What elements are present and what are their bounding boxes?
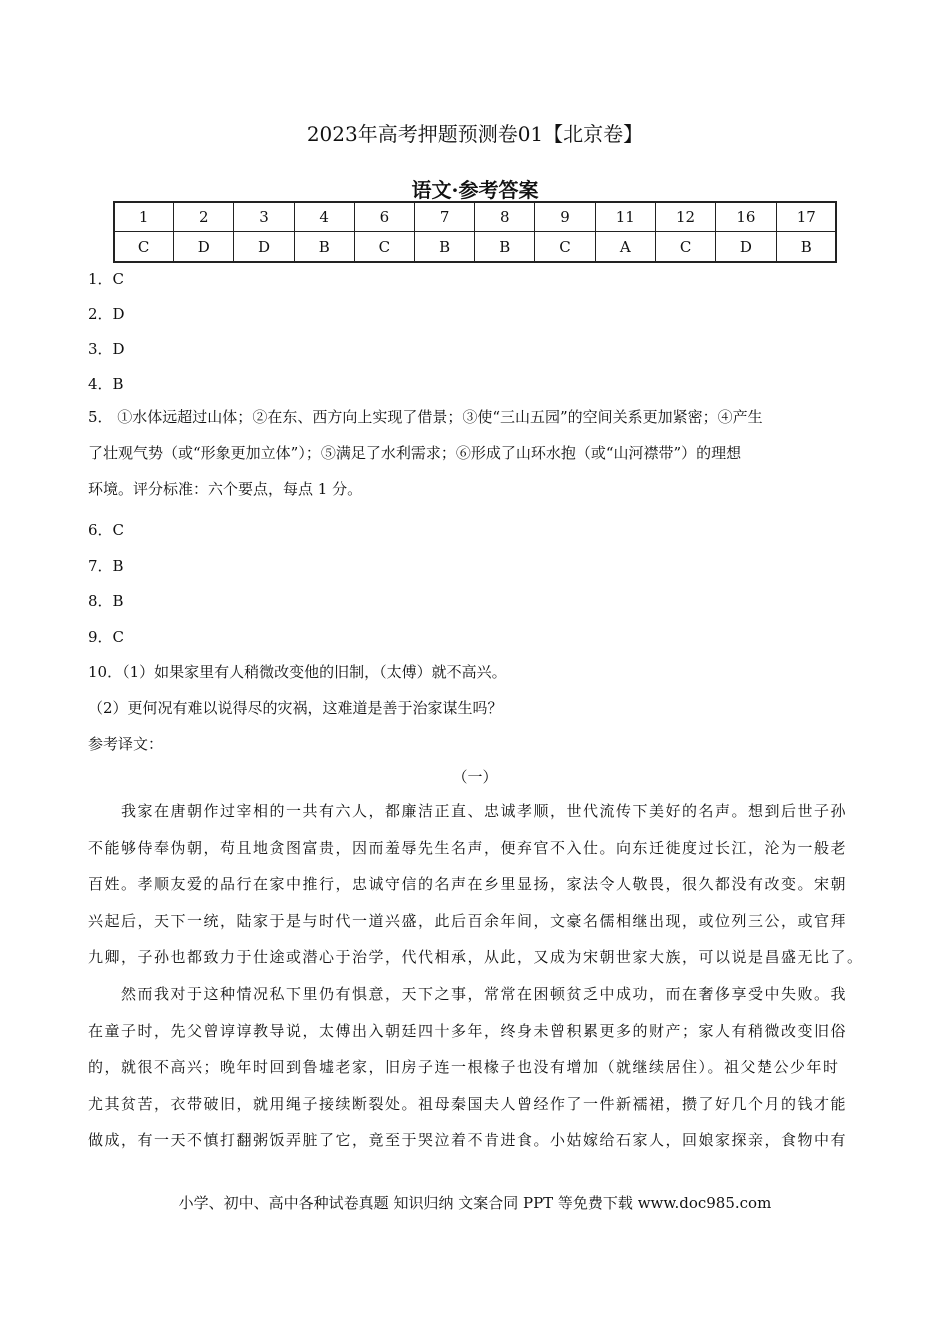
table-cell: 11 — [595, 202, 655, 232]
table-cell: D — [174, 232, 234, 262]
table-cell: B — [294, 232, 354, 262]
table-cell: 17 — [776, 202, 836, 232]
answer-5-line: 5． ①水体远超过山体；②在东、西方向上实现了借景；③使“三山五园”的空间关系更加紧密；④产生 — [88, 408, 763, 426]
answer-7: 7．B — [88, 557, 124, 575]
translation-line: 兴起后，天下一统，陆家于是与时代一道兴盛，此后百余年间，文豪名儒相继出现，或位列三公，或官拜 — [88, 911, 848, 930]
table-cell: D — [716, 232, 776, 262]
translation-heading: （一） — [452, 768, 498, 786]
table-cell: C — [535, 232, 595, 262]
table-cell: C — [354, 232, 414, 262]
table-cell: 2 — [174, 202, 234, 232]
reference-translation-label: 参考译文： — [88, 735, 164, 753]
answer-1: 1．C — [88, 270, 125, 288]
page-subtitle: 语文·参考答案 — [411, 178, 539, 202]
answer-table-answers-row — [114, 232, 837, 262]
page-footer: 小学、初中、高中各种试卷真题 知识归纳 文案合同 PPT 等免费下载 www.doc985.com — [178, 1194, 772, 1212]
translation-line: 不能够侍奉伪朝，苟且地贪图富贵，因而羞辱先生名声，便弃官不入仕。向东迁徙度过长江，沦为一般老 — [88, 838, 848, 857]
translation-line: 百姓。孝顺友爱的品行在家中推行，忠诚守信的名声在乡里显扬，家法令人敬畏，很久都没有改变。宋朝 — [88, 875, 848, 893]
answer-5-line: 环境。评分标准：六个要点，每点 1 分。 — [88, 480, 363, 498]
answer-table-numbers-row — [114, 202, 837, 232]
answer-5 — [88, 399, 862, 507]
table-cell: 3 — [234, 202, 294, 232]
answer-5-line: 了壮观气势（或“形象更加立体”）；⑤满足了水利需求；⑥形成了山环水抱（或“山河襟带”）的理想 — [88, 444, 742, 462]
table-cell: 7 — [415, 202, 475, 232]
answer-9: 9．C — [88, 628, 125, 646]
table-cell: B — [475, 232, 535, 262]
table-cell: C — [114, 232, 174, 262]
table-cell: 16 — [716, 202, 776, 232]
translation-line: 在童子时，先父曾谆谆教导说，太傅出入朝廷四十多年，终身未曾积累更多的财产；家人有稍微改变旧俗 — [88, 1021, 848, 1040]
page-title: 2023年高考押题预测卷01【北京卷】 — [306, 122, 644, 146]
answer-3: 3．D — [88, 340, 125, 358]
translation-line: 我家在唐朝作过宰相的一共有六人，都廉洁正直、忠诚孝顺，世代流传下美好的名声。想到后世子孙 — [88, 802, 848, 820]
translation-paragraph-2 — [88, 976, 868, 1159]
answer-10-part-2: （2）更何况有难以说得尽的灾祸，这难道是善于治家谋生吗？ — [88, 699, 503, 717]
table-cell: D — [234, 232, 294, 262]
table-cell: 6 — [354, 202, 414, 232]
translation-line: 然而我对于这种情况私下里仍有惧意，天下之事，常常在困顿贫乏中成功，而在奢侈享受中失败。我 — [88, 985, 848, 1003]
table-cell: C — [655, 232, 715, 262]
translation-line: 的，就很不高兴；晚年时回到鲁墟老家，旧房子连一根椽子也没有增加（就继续居住）。祖父楚公少年时 — [88, 1058, 840, 1076]
table-cell: 9 — [535, 202, 595, 232]
translation-paragraph-1 — [88, 793, 868, 976]
table-cell: B — [415, 232, 475, 262]
table-cell: 1 — [114, 202, 174, 232]
table-cell: 4 — [294, 202, 354, 232]
answer-6: 6．C — [88, 521, 125, 539]
table-cell: 8 — [475, 202, 535, 232]
translation-line: 九卿，子孙也都致力于仕途或潜心于治学，代代相承，从此，又成为宋朝世家大族，可以说是昌盛无比了。 — [88, 948, 864, 966]
table-cell: A — [595, 232, 655, 262]
table-cell: 12 — [655, 202, 715, 232]
translation-line: 尤其贫苦，衣带破旧，就用绳子接续断裂处。祖母秦国夫人曾经作了一件新襦裙，攒了好几个月的钱才能 — [88, 1094, 848, 1113]
answer-10-part-1: 10．（1）如果家里有人稍微改变他的旧制，（太傅）就不高兴。 — [88, 663, 507, 681]
answer-table — [113, 201, 837, 262]
answer-8: 8．B — [88, 592, 124, 610]
answer-4: 4．B — [88, 375, 124, 393]
translation-line: 做成，有一天不慎打翻粥饭弄脏了它，竟至于哭泣着不肯进食。小姑嫁给石家人，回娘家探亲，食物中有 — [88, 1131, 848, 1149]
answer-2: 2．D — [88, 305, 125, 323]
table-cell: B — [776, 232, 836, 262]
